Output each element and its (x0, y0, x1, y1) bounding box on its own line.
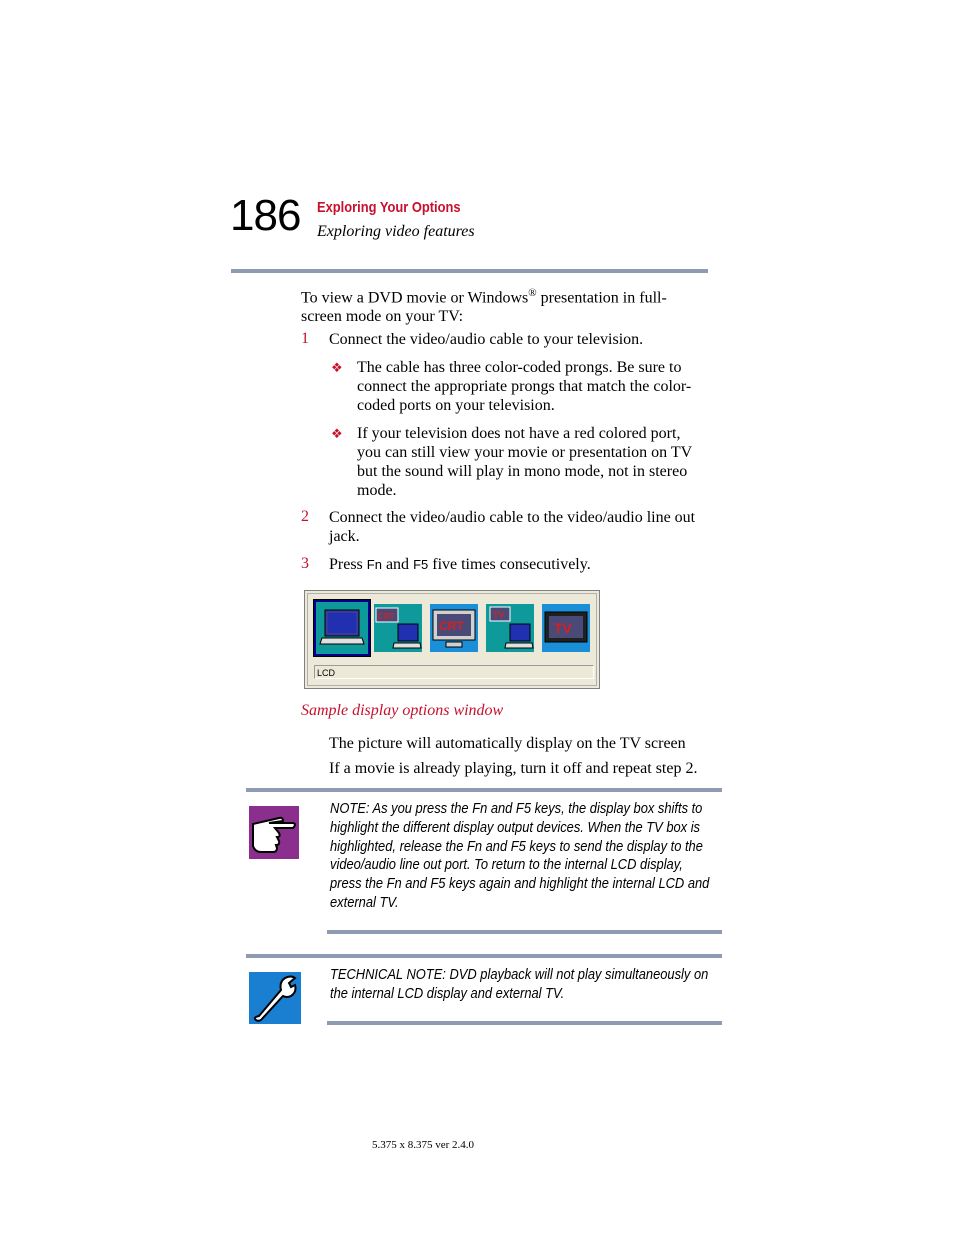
tv-icon[interactable] (542, 604, 590, 652)
result-text: The picture will automatically display on the TV screen (329, 735, 686, 752)
bullet-icon: ❖ (331, 360, 343, 375)
bullet-line: If your television does not have a red colored port, (357, 425, 681, 442)
step-number: 2 (301, 508, 309, 525)
step-line: Connect the video/audio cable to the video/audio line out (329, 509, 696, 526)
svg-text:TV: TV (493, 610, 505, 620)
bullet-line: mode. (357, 482, 397, 499)
tech-note-line: TECHNICAL NOTE: DVD playback will not play simultaneously on (330, 966, 709, 983)
note-line: highlighted, release the Fn and F5 keys to send the display to the (330, 837, 703, 855)
note-top-rule (246, 788, 722, 792)
header-rule (231, 269, 708, 273)
step-text (329, 508, 695, 546)
lcd-monitor-icon[interactable] (314, 600, 370, 656)
step-number: 3 (301, 555, 309, 572)
display-selection-field: LCD (314, 665, 594, 679)
note-line: NOTE: As you press the Fn and F5 keys, the display box shifts to (330, 800, 703, 817)
note-bottom-rule (327, 930, 722, 934)
bullet-line: but the sound will play in mono mode, not in stereo (357, 463, 688, 480)
tech-note-text (330, 966, 717, 1004)
lcd-tv-icon[interactable] (486, 604, 534, 652)
figure-caption: Sample display options window (301, 702, 504, 719)
bullet-line: connect the appropriate prongs that match the color- (357, 378, 692, 395)
section-title: Exploring video features (317, 223, 475, 240)
bullet-text (357, 358, 691, 415)
step-text: Connect the video/audio cable to your television. (329, 331, 644, 348)
svg-text:CRT: CRT (378, 612, 395, 621)
svg-text:TV: TV (554, 620, 572, 636)
intro-text-c: screen mode on your TV: (301, 308, 464, 326)
crt-icon[interactable] (430, 604, 478, 652)
tech-note-top-rule (246, 954, 722, 958)
lcd-crt-icon[interactable] (374, 604, 422, 652)
step-text-part: Press (329, 556, 367, 573)
note-line: highlight the different display output devices. When the TV box is (330, 818, 701, 836)
bullet-icon: ❖ (331, 426, 343, 441)
footer-version: 5.375 x 8.375 ver 2.4.0 (372, 1139, 475, 1151)
note-line: external TV. (330, 893, 399, 911)
note-line: press the Fn and F5 keys again and highlight the internal LCD and (330, 875, 710, 893)
step-line: jack. (329, 528, 360, 545)
fn-key: Fn (366, 557, 382, 572)
bullet-text (357, 424, 692, 500)
bullet-line: The cable has three color-coded prongs. Be sure to (357, 359, 682, 376)
svg-text:CRT: CRT (439, 619, 464, 633)
step-text-part: and (381, 556, 414, 573)
intro-text-a: To view a DVD movie or Windows (301, 289, 529, 307)
tech-note-line: the internal LCD display and external TV. (330, 984, 565, 1002)
intro-text-b: presentation in full- (536, 289, 667, 307)
window-frame (307, 593, 597, 686)
intro-paragraph (301, 284, 721, 326)
bullet-line: coded ports on your television. (357, 397, 555, 414)
step-number: 1 (301, 330, 309, 347)
note-line: video/audio line out port. To return to the internal LCD display, (330, 856, 683, 874)
result-text: If a movie is already playing, turn it off and repeat step 2. (329, 760, 698, 777)
note-text (330, 800, 717, 913)
tech-note-bottom-rule (327, 1021, 722, 1025)
bullet-line: you can still view your movie or presentation on TV (357, 444, 693, 461)
step-text-part: five times consecutively. (428, 556, 591, 573)
f5-key: F5 (413, 557, 429, 572)
registered-mark: ® (528, 287, 537, 299)
chapter-title: Exploring Your Options (317, 199, 461, 216)
page-number: 186 (230, 191, 301, 240)
step-text (329, 555, 591, 574)
pointing-hand-icon (249, 806, 299, 859)
wrench-icon (249, 972, 301, 1024)
display-options-window (304, 590, 600, 689)
